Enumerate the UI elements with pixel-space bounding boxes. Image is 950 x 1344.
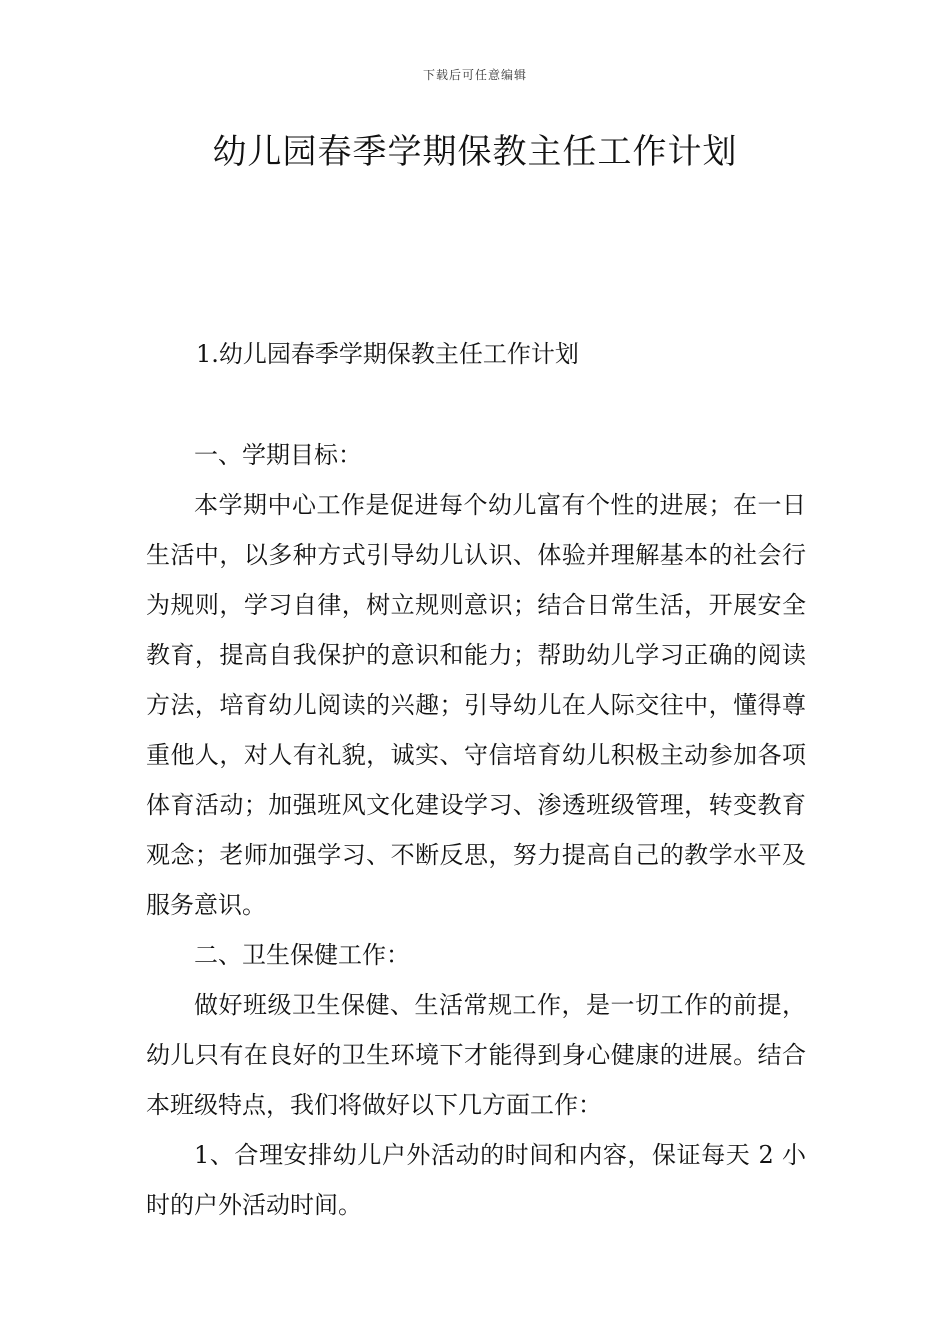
document-body (146, 430, 806, 1230)
section-heading-health: 二、卫生保健工作： (194, 941, 410, 969)
document-title: 幼儿园春季学期保教主任工作计划 (212, 132, 738, 172)
section-heading-goals: 一、学期目标： (194, 441, 362, 469)
paragraph-health-item-1: 1、合理安排幼儿户外活动的时间和内容，保证每天 2 小时的户外活动时间。 (146, 1141, 806, 1219)
paragraph-goals: 本学期中心工作是促进每个幼儿富有个性的进展；在一日生活中，以多种方式引导幼儿认识、体验并理解基本的社会行为规则，学习自律，树立规则意识；结合日常生活，开展安全教育，提高自我保护的意识和能力；帮助幼儿学习正确的阅读方法，培育幼儿阅读的兴趣；引导幼儿在人际交往中，懂得尊重他人，对人有礼貌，诚实、守信培育幼儿积极主动参加各项体育活动；加强班风文化建设学习、渗透班级管理，转变教育观念；老师加强学习、不断反思，努力提高自己的教学水平及服务意识。 (146, 491, 806, 919)
paragraph-health-intro: 做好班级卫生保健、生活常规工作，是一切工作的前提，幼儿只有在良好的卫生环境下才能得到身心健康的进展。结合本班级特点，我们将做好以下几方面工作： (146, 991, 806, 1119)
document-subtitle: 1.幼儿园春季学期保教主任工作计划 (196, 340, 579, 368)
header-note: 下载后可任意编辑 (422, 68, 527, 82)
